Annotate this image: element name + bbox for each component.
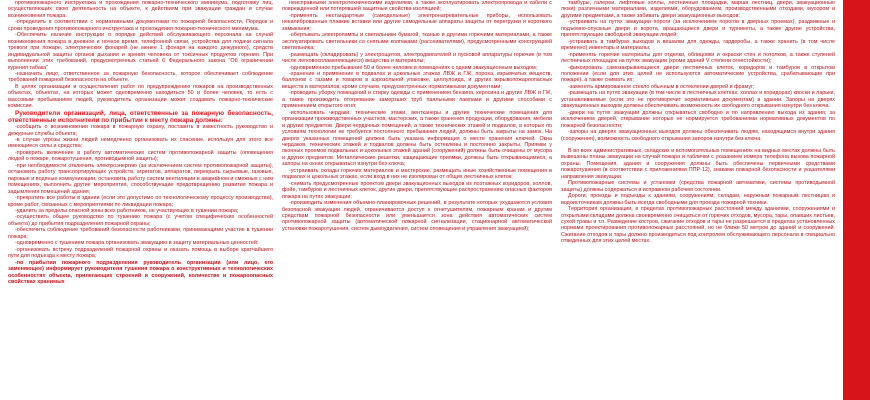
text-column-left — [8, 0, 273, 400]
paragraph: -прекратить все работы в здании (если это допустимо по технологическому процессу производства), кроме работ, связанных с мероприятиями по ликвидации пожара; — [8, 195, 273, 208]
paragraph: -по прибытии пожарного подразделения руководитель организации (или лицо, его заменяющее) информирует руководителя тушения пожара о конструктивных и технологических особенностях объекта, прилегающих строений и сооружений, количестве и пожароопасных свойствах хранимых — [8, 259, 273, 285]
paragraph: -устраивать склады горючих материалов и мастерские, размещать иные хозяйственные помещения в подвалах и цокольных этажах, если вход в них не изолирован от общих лестничных клеток; — [282, 167, 552, 181]
paragraph: Противопожарные системы и установки (средства пожарной автоматики, системы противодымной защиты) должны содержаться в исправном рабочем состоянии. — [561, 180, 835, 193]
paragraph: -осуществить общее руководство по тушению пожара (с учетом специфических особенностей объекта) до прибытия подразделения пожарной охраны; — [8, 214, 273, 227]
red-border-strip — [843, 0, 870, 400]
paragraph: -обеспечить соблюдение требований безопасности работниками, принимающими участие в тушении пожара; — [8, 227, 273, 240]
paragraph: Дороги, проезды и подъезды к зданиям, сооружениям, складам, наружным пожарным лестницам и водоисточникам должны быть всегда свободными для проезда пожарной техники. — [561, 193, 835, 206]
paragraph: -Обеспечить наличие инструкции о порядке действий обслуживающего персонала на случай возникновения пожара в дневное и ночное время, телефонной связи, устройства для подачи сигнала тревоги при пожаре, электрических фонарей (не менее 1 фонаря на каждого дежурного), средств индивидуальной защиты органов дыхания и зрения человека от токсичных продуктов горения. При выполнении этих требований, предусмотренных статьей 6 Федерального закона "Об ограничении курения табака" — [8, 32, 273, 71]
paragraph: -применять нестандартные (самодельные) электронагревательные приборы, использовать некалиброванные плавкие вставки или другие самодельные аппараты защиты от перегрузки и короткого замыкания; — [282, 12, 552, 32]
paragraph: Руководители организаций, лица, ответственные за пожарную безопасность, ответственные исполнители по прибытии к месту пожара должны: — [8, 109, 273, 124]
paragraph: -назначить лицо, ответственное за пожарную безопасность, которое обеспечивает соблюдение требований пожарной безопасности на объекте. — [8, 70, 273, 84]
paragraph: -фиксировать самозакрывающиеся двери лестничных клеток, коридоров и тамбуров в открытом положении (если для этих целей не используются автоматические устройства, срабатывающие при пожаре), а также снимать их; — [561, 64, 835, 84]
paragraph: -одновременное пребывание 50 и более человек в помещениях с одним эвакуационным выходом; — [289, 64, 538, 71]
text-column-right — [561, 0, 835, 400]
paragraph: -в случае угрозы жизни людей немедленно организовать их спасение, используя для этого все имеющиеся силы и средства; — [8, 137, 273, 150]
paragraph: -при необходимости отключить электроэнергию (за исключением систем противопожарной защиты), остановить работу транспортирующих устройств, агрегатов, аппаратов, перекрыть сырьевые, газовые, паровые и водяные коммуникации, остановить работу систем вентиляции в аварийном и смежных с ним помещениях, выполнить другие мероприятия, способствующие предотвращению развития пожара и задымления помещений здания; — [8, 162, 273, 195]
paragraph: -удалить за пределы опасной зоны всех работников, не участвующих в тушении пожара; — [15, 208, 239, 214]
paragraph: -устраивать на путях эвакуации пороги (за исключением порогов в дверных проемах), раздвижные и подъемно-опускные двери и ворота, вращающиеся двери и турникеты, а также другие устройства, препятствующие свободной эвакуации людей; — [561, 19, 835, 39]
paragraph: -двери на путях эвакуации должны открываться свободно и по направлению выхода из здания, за исключением дверей, открывание которых не нормируется требованиями нормативных документов по пожарной безопасности; — [561, 109, 835, 129]
paragraph: Территория организации, в пределах противопожарных расстояний между зданиями, сооружениями и открытыми складами должна своевременно очищаться от горючих отходов, мусора, тары, опавших листьев, сухой травы и т.п. Разведение костров, сжигание отходов и тары не разрешается в пределах установленных нормами проектирования противопожарных расстояний, но не ближе 50 метров до зданий и сооружений. Сжигание отходов и тары должно производиться под контролем обслуживающего персонала в специально отведенных для этих целей местах. — [561, 206, 835, 245]
paragraph: -одновременно с тушением пожара организовать эвакуацию и защиту материальных ценностей; — [15, 240, 259, 247]
paragraph: -проводить уборку помещений и стирку одежды с применением бензина, керосина и других ЛВЖ и ГЖ, а также производить отогревание замерзших труб паяльными лампами и другими способами с применением открытого огня; — [282, 90, 552, 110]
paragraph: противопожарного инструктажа и прохождения пожарно-технического минимума, подготовку лиц, осуществляющих свою деятельность на объекте, к действиям при эвакуации граждан в случае возникновения пожара. — [8, 0, 273, 19]
paragraph: -хранение и применение в подвалах и цокольных этажах ЛВЖ и ГЖ, пороха, взрывчатых веществ, баллонов с газами и товаров в аэрозольной упаковке, целлулоида, и других взрывопожароопасных веществ и материалов, кроме случаев, предусмотренных нормативными документами; — [282, 70, 552, 90]
text-column-middle — [282, 0, 552, 400]
paragraph: -размещать на путях эвакуации (в том числе в лестничных клетках, холлах и коридорах) киоски и ларьки, устанавливаемые (если это не противоречит нормативным документам) в здании. Запоры на дверях эвакуационных выходов должны обеспечивать возможность их свободного открывания изнутри без ключа. — [561, 90, 835, 110]
paragraph: -снимать предусмотренные проектом двери эвакуационных выходов из поэтажных коридоров, холлов, фойе, тамбуров и лестничных клеток, другие двери, препятствующие распространению опасных факторов пожара на путях эвакуации; — [282, 180, 552, 200]
paragraph: -производить изменения объемно-планировочных решений, в результате которых ухудшаются условия безопасной эвакуации людей, ограничивается доступ к огнетушителям, пожарным кранам и другим средствам пожарной безопасности или уменьшается зона действия автоматических систем противопожарной защиты (автоматической пожарной сигнализации, стационарной автоматической установки пожаротушения, систем дымоудаления, систем оповещения и управления эвакуацией); — [282, 200, 552, 232]
paragraph: -заменять армированное стекло обычным в остеклении дверей и фрамуг; — [568, 83, 755, 90]
paragraph: -сообщить о возникновении пожара в пожарную охрану, поставить в известность руководство и дежурные службы объекта; — [8, 124, 273, 137]
paragraph: В целях организации и осуществления работ по предупреждению пожаров на производственных объектах, объектах, на которых может одновременно находиться 50 и более человек, то есть с массовым пребыванием людей, руководитель организации может создавать пожарно-технические комиссии. — [8, 83, 273, 110]
paragraph: В во всех административных, складских и вспомогательных помещениях на видных местах должны быть вывешены планы эвакуации на случай пожара и таблички с указанием номера телефона вызова пожарной охраны. Помещения, здания и сооружения должны быть обеспечены первичными средствами пожаротушения (в соответствии с приложениями ППР-12), знаками пожарной безопасности и указателями направления эвакуации. — [561, 147, 835, 180]
paragraph: -обертывать электролампы и светильники бумагой, тканью и другими горючими материалами, а также эксплуатировать светильники со снятыми колпаками (рассеивателями), предусмотренными конструкцией светильника; — [282, 32, 552, 52]
paragraph: -устраивать в тамбурах выходов и вешалки для одежды, гардеробы, а также хранить (в том числе временно) инвентарь и материалы; — [561, 38, 835, 52]
paragraph: -размещать (складировать) у электрощитов, электродвигателей и пусковой аппаратуры горючие (в том числе легковоспламеняющиеся) вещества и материалы; — [282, 51, 552, 65]
paragraph: -использовать чердаки, технические этажи, вентканеры и другие технические помещения для организации производственных участков, мастерских, а также хранения продукции, оборудования, мебели и других предметов. Двери чердачных помещений, а также технических этажей и подвалов, в которых по условиям технологии не требуется постоянного пребывания людей, должны быть закрыты на замок. На дверях указанных помещений должна быть указана информация о месте хранения ключей. Окна чердаков, технических этажей и подвалов должны быть остеклены и постоянно закрыты. Приямки у оконных проемов подвальных и цокольных этажей зданий (сооружений) должны быть очищены от мусора и других предметов. Металлические решетки, защищающие приямки, должны быть открывающимися, а запоры на окнах открываться изнутри без ключа; — [282, 109, 552, 168]
paragraph: -организовать встречу подразделений пожарной охраны и оказать помощь в выборе кратчайшего пути для подъезда к месту пожара; — [8, 246, 273, 260]
paragraph: неисправными электротехническими изделиями, а также эксплуатировать электропровода и кабели с поврежденной или потерявшей защитные свойства изоляцией; — [282, 0, 552, 13]
paragraph: -проверить включение в работу автоматических систем противопожарной защиты (оповещения людей о пожаре, пожаротушения, противодымной защиты); — [8, 149, 273, 163]
paragraph: -запоры на дверях эвакуационных выходов должны обеспечивать людям, находящимся внутри здания (сооружения), возможность свободного открывания запоров изнутри без ключа. — [561, 129, 835, 142]
paragraph: тамбуры, галереи, лифтовые холлы, лестничные площадки, марши лестниц, двери, эвакуационные люки) различными материалами, изделиями, оборудованием, производственными отходами, мусором и другими предметами, а также забивать двери эвакуационных выходов; — [561, 0, 835, 19]
paragraph: -применять горючие материалы для отделки, облицовки и окраски стен и потолков, а также ступеней лестничных площадок на путях эвакуации (кроме зданий V степени огнестойкости); — [561, 51, 835, 65]
paragraph: -определить в соответствии с нормативными документами по пожарной безопасности, Порядок и сроки проведения противопожарного инструктажа и прохождения пожарно-технического минимума. — [8, 19, 273, 32]
